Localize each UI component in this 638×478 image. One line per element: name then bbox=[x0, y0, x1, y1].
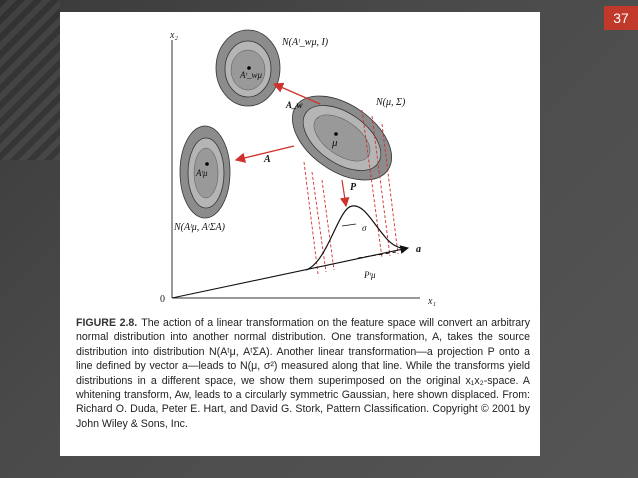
origin-label: 0 bbox=[160, 294, 165, 305]
transformed-dist-label: N(Aᵗμ, AᵗΣA) bbox=[174, 222, 225, 233]
x2-axis-label: x₂ bbox=[170, 30, 178, 41]
background-stripes bbox=[0, 0, 60, 160]
caption-text: The action of a linear transformation on the feature space will convert an arbitrary normal distribution into another normal distribution. One transformation, A, takes the source distribution into distribution N(Aᵗμ, AᵗΣA). Another linear transformation—a projection P onto a line defined by vector a—leads to N(μ, σ²) measured along that line. While the transforms yield distributions in a different space, we show them superimposed on the original x₁x₂-space. A whitening transform, Aw, leads to a circularly symmetric Gaussian, here shown displaced. From: Richard O. Duda, Peter E. Hart, and David G. Stork, Pattern Classification. Copyright © 2001 by John Wiley & Sons, Inc. bbox=[76, 317, 530, 430]
label-a: a bbox=[416, 244, 421, 255]
figure-caption bbox=[76, 316, 530, 431]
original-dist-label: N(μ, Σ) bbox=[376, 97, 406, 108]
label-A: A bbox=[264, 154, 271, 165]
slide-number: 37 bbox=[604, 6, 638, 30]
figure-panel bbox=[60, 12, 540, 456]
x1-axis-label: x₁ bbox=[428, 296, 436, 307]
caption-label: FIGURE 2.8. bbox=[76, 317, 138, 329]
transformed-mean-label: Aᵗμ bbox=[196, 168, 208, 178]
label-Aw: A_w bbox=[286, 100, 303, 110]
label-Ptmu: Pᵗμ bbox=[364, 270, 376, 280]
transformed-mean-dot bbox=[205, 162, 209, 166]
label-sigma: σ bbox=[362, 223, 367, 233]
arrow-P bbox=[342, 180, 346, 206]
original-mean-dot bbox=[334, 132, 338, 136]
label-P: P bbox=[350, 182, 357, 193]
original-mean-label: μ bbox=[332, 137, 338, 149]
whitened-mean-label: Aᵗ_wμ bbox=[240, 70, 263, 80]
figure-diagram bbox=[60, 12, 540, 312]
sigma-arc bbox=[342, 224, 356, 226]
whitened-dist-label: N(Aᵗ_wμ, I) bbox=[282, 37, 329, 48]
